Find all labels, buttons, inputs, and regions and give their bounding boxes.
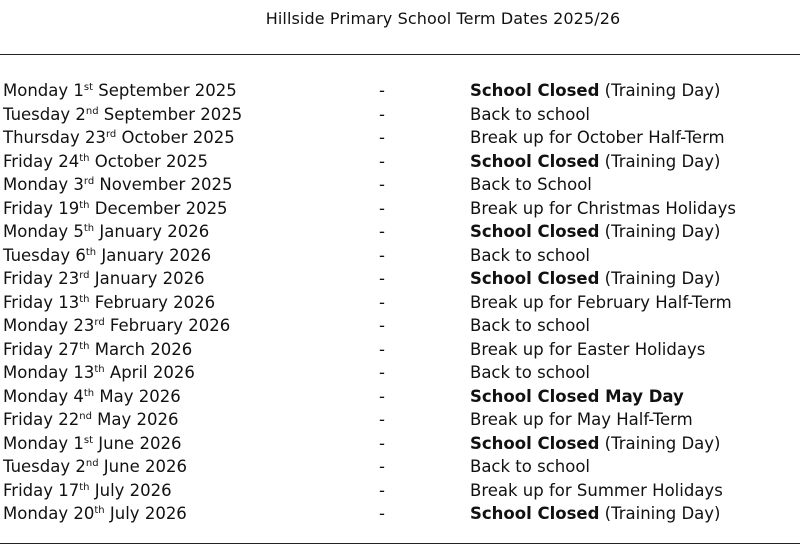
separator-dash: - bbox=[379, 410, 385, 429]
term-event bbox=[470, 291, 732, 315]
date-day: Friday 23 bbox=[3, 269, 80, 288]
separator-dash: - bbox=[379, 198, 385, 218]
term-date-row bbox=[3, 314, 800, 338]
date-day: Monday 13 bbox=[3, 363, 95, 382]
term-date-row bbox=[3, 126, 800, 150]
date-day: Thursday 23 bbox=[3, 128, 106, 147]
date-ordinal-suffix: th bbox=[79, 152, 90, 164]
date-month-year: May 2026 bbox=[91, 410, 179, 429]
term-date-row bbox=[3, 267, 800, 291]
date-month-year: May 2026 bbox=[94, 386, 181, 406]
separator-dash: - bbox=[379, 128, 385, 147]
event-emphasis: School Closed bbox=[470, 81, 600, 100]
event-emphasis: School Closed bbox=[470, 151, 600, 171]
term-date bbox=[3, 314, 230, 338]
term-date bbox=[3, 197, 228, 221]
date-ordinal-suffix: rd bbox=[83, 176, 95, 187]
date-ordinal-suffix: st bbox=[83, 82, 94, 93]
term-date-row bbox=[3, 432, 800, 456]
date-day: Tuesday 2 bbox=[3, 104, 86, 124]
event-text: Break up for Easter Holidays bbox=[470, 339, 706, 359]
term-date bbox=[3, 220, 209, 244]
event-text: Break up for Summer Holidays bbox=[470, 480, 723, 500]
date-month-year: January 2026 bbox=[94, 222, 210, 241]
term-date-row bbox=[3, 103, 800, 127]
date-month-year: January 2026 bbox=[96, 245, 212, 265]
term-date bbox=[3, 173, 233, 197]
date-month-year: February 2026 bbox=[89, 292, 216, 312]
separator-dash: - bbox=[379, 269, 385, 288]
event-text: Back to school bbox=[470, 104, 591, 124]
term-date bbox=[3, 150, 208, 174]
term-event bbox=[470, 150, 720, 174]
term-event bbox=[470, 126, 725, 150]
term-date bbox=[3, 455, 187, 479]
date-ordinal-suffix: th bbox=[79, 199, 90, 211]
date-day: Tuesday 6 bbox=[3, 245, 86, 265]
separator-dash: - bbox=[379, 457, 385, 476]
date-day: Monday 1 bbox=[3, 81, 84, 100]
date-ordinal-suffix: th bbox=[94, 505, 105, 516]
date-day: Friday 27 bbox=[3, 339, 80, 359]
event-emphasis: School Closed May Day bbox=[470, 386, 684, 406]
event-emphasis: School Closed bbox=[470, 504, 600, 523]
term-date-row bbox=[3, 479, 800, 503]
separator-dash: - bbox=[379, 245, 385, 265]
term-date bbox=[3, 79, 237, 103]
term-event bbox=[470, 220, 720, 244]
separator-dash: - bbox=[379, 292, 385, 312]
date-ordinal-suffix: th bbox=[79, 340, 90, 352]
date-month-year: November 2025 bbox=[94, 175, 233, 194]
term-date bbox=[3, 432, 181, 456]
date-day: Friday 22 bbox=[3, 410, 80, 429]
event-text: Break up for February Half-Term bbox=[470, 292, 732, 312]
separator-dash: - bbox=[379, 386, 385, 406]
term-event bbox=[470, 173, 592, 197]
term-event bbox=[470, 267, 720, 291]
date-month-year: February 2026 bbox=[104, 316, 231, 335]
term-event bbox=[470, 408, 693, 432]
top-divider bbox=[0, 54, 800, 55]
event-text: Back to School bbox=[470, 175, 592, 194]
term-event bbox=[470, 314, 590, 338]
term-event bbox=[470, 197, 736, 221]
date-day: Monday 23 bbox=[3, 316, 95, 335]
date-ordinal-suffix: th bbox=[83, 387, 95, 399]
term-event bbox=[470, 338, 705, 362]
page-title: Hillside Primary School Term Dates 2025/26 bbox=[265, 9, 621, 28]
event-text: (Training Day) bbox=[599, 81, 721, 100]
event-text: Break up for Christmas Holidays bbox=[470, 198, 736, 218]
date-ordinal-suffix: nd bbox=[85, 458, 99, 469]
separator-dash: - bbox=[379, 151, 385, 171]
event-text: Back to school bbox=[470, 457, 591, 476]
event-text: (Training Day) bbox=[599, 151, 721, 171]
event-text: (Training Day) bbox=[599, 269, 721, 288]
date-day: Friday 19 bbox=[3, 198, 80, 218]
date-ordinal-suffix: th bbox=[94, 364, 105, 375]
separator-dash: - bbox=[379, 81, 385, 100]
date-month-year: October 2025 bbox=[89, 151, 209, 171]
event-emphasis: School Closed bbox=[470, 269, 600, 288]
separator-dash: - bbox=[379, 504, 385, 523]
term-date bbox=[3, 385, 181, 409]
term-date-row bbox=[3, 197, 800, 221]
term-date bbox=[3, 361, 195, 385]
term-date-row bbox=[3, 385, 800, 409]
date-ordinal-suffix: th bbox=[79, 481, 90, 493]
term-date-row bbox=[3, 291, 800, 315]
date-ordinal-suffix: rd bbox=[105, 129, 117, 140]
term-date-row bbox=[3, 338, 800, 362]
date-ordinal-suffix: th bbox=[85, 246, 97, 258]
date-month-year: September 2025 bbox=[93, 81, 237, 100]
date-ordinal-suffix: nd bbox=[85, 105, 99, 117]
term-date bbox=[3, 244, 211, 268]
term-event bbox=[470, 244, 590, 268]
event-text: (Training Day) bbox=[599, 222, 721, 241]
term-date-row bbox=[3, 361, 800, 385]
term-event bbox=[470, 455, 590, 479]
term-event bbox=[470, 361, 590, 385]
event-text: Break up for May Half-Term bbox=[470, 410, 693, 429]
separator-dash: - bbox=[379, 480, 385, 500]
separator-dash: - bbox=[379, 433, 385, 453]
event-text: Back to school bbox=[470, 245, 591, 265]
term-date-row bbox=[3, 408, 800, 432]
term-date-row bbox=[3, 79, 800, 103]
term-date bbox=[3, 126, 235, 150]
term-event bbox=[470, 79, 720, 103]
term-dates-list bbox=[3, 79, 800, 526]
term-event bbox=[470, 385, 684, 409]
term-event bbox=[470, 432, 720, 456]
date-day: Monday 4 bbox=[3, 386, 84, 406]
date-day: Monday 1 bbox=[3, 433, 84, 453]
event-emphasis: School Closed bbox=[470, 433, 600, 453]
date-day: Tuesday 2 bbox=[3, 457, 86, 476]
date-month-year: June 2026 bbox=[98, 457, 187, 476]
term-date bbox=[3, 408, 179, 432]
separator-dash: - bbox=[379, 363, 385, 382]
date-month-year: July 2026 bbox=[104, 504, 187, 523]
term-date bbox=[3, 502, 187, 526]
separator-dash: - bbox=[379, 104, 385, 124]
event-text: Break up for October Half-Term bbox=[470, 128, 725, 147]
bottom-divider bbox=[0, 543, 800, 544]
term-event bbox=[470, 502, 720, 526]
separator-dash: - bbox=[379, 316, 385, 335]
date-day: Monday 5 bbox=[3, 222, 84, 241]
date-ordinal-suffix: rd bbox=[94, 317, 105, 328]
term-date-row bbox=[3, 455, 800, 479]
term-date-row bbox=[3, 220, 800, 244]
term-date-row bbox=[3, 150, 800, 174]
term-date bbox=[3, 479, 172, 503]
event-text: (Training Day) bbox=[599, 433, 721, 453]
date-month-year: January 2026 bbox=[89, 269, 205, 288]
separator-dash: - bbox=[379, 222, 385, 241]
date-month-year: June 2026 bbox=[93, 433, 182, 453]
date-month-year: December 2025 bbox=[89, 198, 228, 218]
date-day: Friday 17 bbox=[3, 480, 80, 500]
separator-dash: - bbox=[379, 175, 385, 194]
date-month-year: September 2025 bbox=[98, 104, 243, 124]
event-emphasis: School Closed bbox=[470, 222, 600, 241]
term-date bbox=[3, 103, 242, 127]
date-month-year: April 2026 bbox=[104, 363, 195, 382]
event-text: (Training Day) bbox=[599, 504, 721, 523]
date-ordinal-suffix: th bbox=[79, 293, 90, 305]
date-day: Friday 24 bbox=[3, 151, 80, 171]
date-day: Monday 3 bbox=[3, 175, 84, 194]
term-date bbox=[3, 291, 215, 315]
date-ordinal-suffix: nd bbox=[79, 411, 92, 422]
date-month-year: July 2026 bbox=[89, 480, 172, 500]
date-ordinal-suffix: rd bbox=[79, 270, 90, 281]
term-date bbox=[3, 338, 192, 362]
term-date bbox=[3, 267, 205, 291]
event-text: Back to school bbox=[470, 316, 591, 335]
date-month-year: October 2025 bbox=[116, 128, 235, 147]
term-date-row bbox=[3, 244, 800, 268]
date-day: Friday 13 bbox=[3, 292, 80, 312]
term-date-row bbox=[3, 502, 800, 526]
date-ordinal-suffix: th bbox=[83, 223, 95, 234]
term-event bbox=[470, 479, 723, 503]
date-day: Monday 20 bbox=[3, 504, 95, 523]
date-month-year: March 2026 bbox=[89, 339, 193, 359]
term-event bbox=[470, 103, 590, 127]
date-ordinal-suffix: st bbox=[83, 434, 94, 446]
separator-dash: - bbox=[379, 339, 385, 359]
term-date-row bbox=[3, 173, 800, 197]
event-text: Back to school bbox=[470, 363, 591, 382]
